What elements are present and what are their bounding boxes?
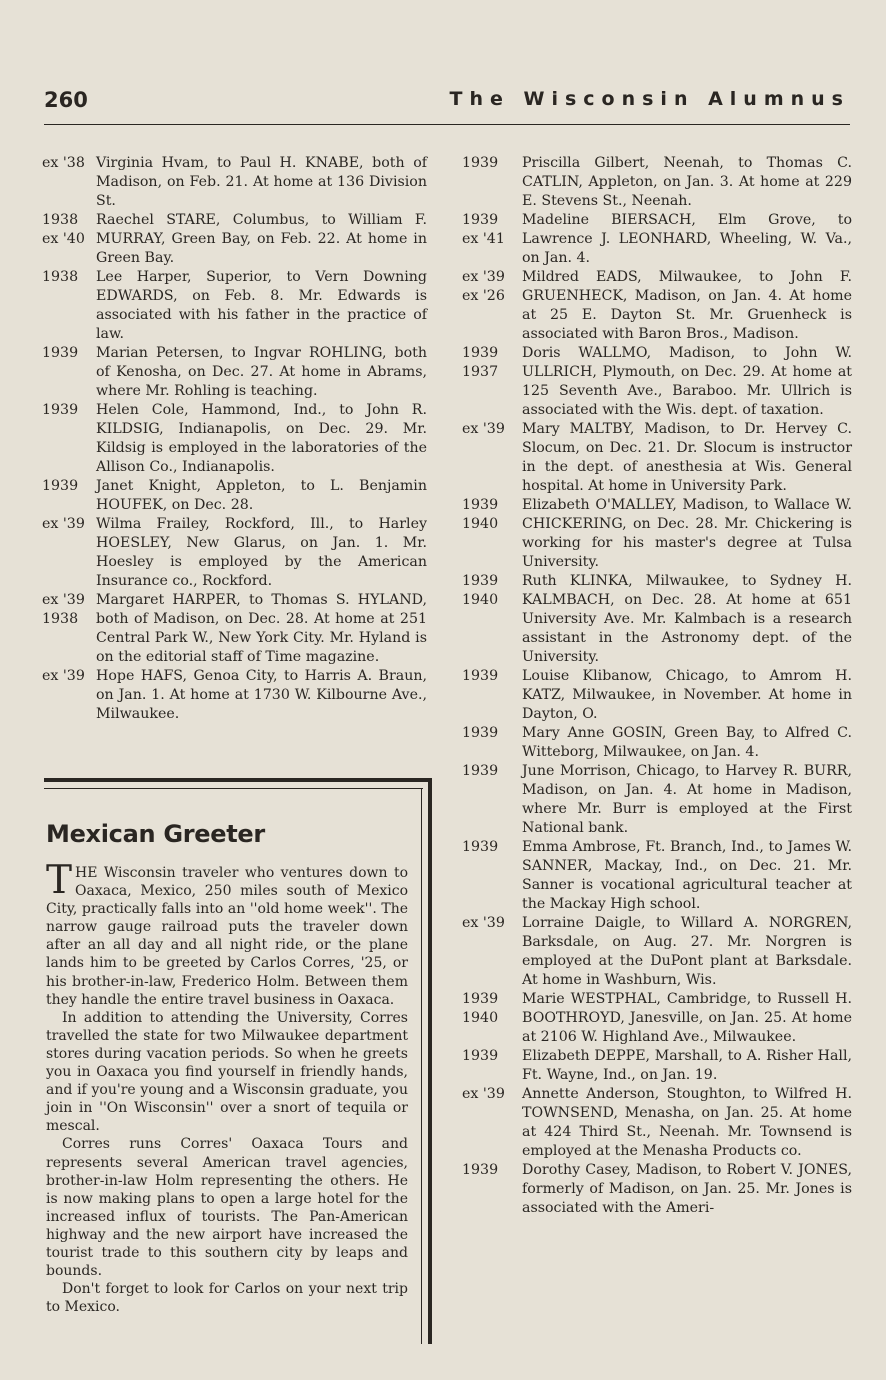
class-year-label: 1939 xyxy=(42,402,79,418)
class-year-label: 1938 xyxy=(42,269,79,285)
announcement-entry xyxy=(462,211,852,268)
announcement-entry xyxy=(42,211,427,268)
feature-paragraph: Don't forget to look for Carlos on your next trip to Mexico. xyxy=(46,1281,408,1316)
feature-paragraph: THE Wisconsin traveler who ventures down to Oaxaca, Mexico, 250 miles south of Mexico City, practically falls into an ''old home week''. The narrow gauge railroad puts the traveler down after an all day and all night ride, or the plane lands him to be greeted by Carlos Corres, '25, or his brother-in-law, Frederico Holm. Between them they handle the entire travel business in Oaxaca. xyxy=(46,858,408,1008)
announcement-text: Mildred EADS, Milwaukee, to John F. GRUENHECK, Madison, on Jan. 4. At home at 25 E. Dayton St. Mr. Gruenheck is associated with Baron Bros., Madison. xyxy=(522,269,852,342)
announcement-text: Emma Ambrose, Ft. Branch, Ind., to James W. SANNER, Mackay, Ind., on Dec. 21. Mr. Sanner is vocational agricultural teacher at the Mackay High school. xyxy=(522,839,852,912)
announcement-text: Annette Anderson, Stoughton, to Wilfred H. TOWNSEND, Menasha, on Jan. 25. At home at 424 Third St., Neenah. Mr. Townsend is employed at the Menasha Products co. xyxy=(522,1086,852,1159)
left-column-announcements xyxy=(42,154,427,724)
class-year-label: 1939 xyxy=(462,497,499,513)
class-year-label: 1939 xyxy=(462,725,499,741)
announcement-entry xyxy=(462,420,852,496)
page-number: 260 xyxy=(44,88,88,112)
announcement-entry xyxy=(42,401,427,477)
announcement-text: Hope HAFS, Genoa City, to Harris A. Braun, on Jan. 1. At home at 1730 W. Kilbourne Ave., Milwaukee. xyxy=(96,668,427,722)
feature-body xyxy=(46,858,408,1316)
announcement-entry xyxy=(42,477,427,515)
announcement-entry xyxy=(462,572,852,667)
class-year-label-secondary: ex '40 xyxy=(42,231,85,247)
feature-box xyxy=(44,778,432,1344)
class-year-label-secondary: 1937 xyxy=(462,364,499,380)
announcement-text: Elizabeth DEPPE, Marshall, to A. Risher Hall, Ft. Wayne, Ind., on Jan. 19. xyxy=(522,1048,852,1083)
class-year-label-secondary: 1938 xyxy=(42,611,79,627)
announcement-text: Dorothy Casey, Madison, to Robert V. JONES, formerly of Madison, on Jan. 25. Mr. Jones is associated with the Ameri- xyxy=(522,1162,852,1216)
header-rule xyxy=(44,124,850,125)
announcement-entry xyxy=(462,724,852,762)
announcement-text: Elizabeth O'MALLEY, Madison, to Wallace W. CHICKERING, on Dec. 28. Mr. Chickering is working for his master's degree at Tulsa University. xyxy=(522,497,852,570)
drop-cap: T xyxy=(46,858,73,903)
announcement-text: Helen Cole, Hammond, Ind., to John R. KILDSIG, Indianapolis, on Dec. 29. Mr. Kildsig is employed in the laboratories of the Allison Co., Indianapolis. xyxy=(96,402,427,475)
box-inner-rule-top xyxy=(44,788,423,789)
right-column-announcements xyxy=(462,154,852,1218)
class-year-label: 1939 xyxy=(462,345,499,361)
announcement-text: Mary Anne GOSIN, Green Bay, to Alfred C. Witteborg, Milwaukee, on Jan. 4. xyxy=(522,725,852,760)
announcement-entry xyxy=(462,344,852,420)
page-header xyxy=(44,86,850,126)
class-year-label: ex '39 xyxy=(462,1086,505,1102)
announcement-entry xyxy=(462,914,852,990)
announcement-entry xyxy=(462,838,852,914)
announcement-text: Mary MALTBY, Madison, to Dr. Hervey C. Slocum, on Dec. 21. Dr. Slocum is instructor in the dept. of anesthesia at Wis. General hospital. At home in University Park. xyxy=(522,421,852,494)
feature-paragraph: In addition to attending the University, Corres travelled the state for two Milwaukee department stores during vacation periods. So when he greets you in Oaxaca you find yourself in friendly hands, and if you're young and a Wisconsin graduate, you join in ''On Wisconsin'' over a snort of tequila or mescal. xyxy=(46,1009,408,1135)
announcement-text: Doris WALLMO, Madison, to John W. ULLRICH, Plymouth, on Dec. 29. At home at 125 Seventh Ave., Baraboo. Mr. Ullrich is associated with the Wis. dept. of taxation. xyxy=(522,345,852,418)
announcement-text: Wilma Frailey, Rockford, Ill., to Harley HOESLEY, New Glarus, on Jan. 1. Mr. Hoesley is employed by the American Insurance co., Rockford. xyxy=(96,516,427,589)
announcement-entry xyxy=(42,268,427,344)
announcement-entry xyxy=(42,515,427,591)
class-year-label: 1939 xyxy=(462,839,499,855)
class-year-label-secondary: 1940 xyxy=(462,516,499,532)
announcement-text: Priscilla Gilbert, Neenah, to Thomas C. CATLIN, Appleton, on Jan. 3. At home at 229 E. Stevens St., Neenah. xyxy=(522,155,852,209)
class-year-label: 1939 xyxy=(462,155,499,171)
class-year-label-secondary: 1940 xyxy=(462,592,499,608)
class-year-label: ex '39 xyxy=(462,915,505,931)
class-year-label: 1939 xyxy=(462,991,499,1007)
announcement-entry xyxy=(42,344,427,401)
class-year-label-secondary: ex '41 xyxy=(462,231,505,247)
class-year-label: ex '39 xyxy=(42,668,85,684)
announcement-text: Raechel STARE, Columbus, to William F. MURRAY, Green Bay, on Feb. 22. At home in Green Bay. xyxy=(96,212,427,266)
announcement-text: Louise Klibanow, Chicago, to Amrom H. KATZ, Milwaukee, in November. At home in Dayton, O. xyxy=(522,668,852,722)
announcement-entry xyxy=(42,154,427,211)
announcement-entry xyxy=(462,990,852,1047)
publication-title: The Wisconsin Alumnus xyxy=(449,88,850,110)
announcement-entry xyxy=(462,1047,852,1085)
announcement-entry xyxy=(462,154,852,211)
announcement-text: Lorraine Daigle, to Willard A. NORGREN, Barksdale, on Aug. 27. Mr. Norgren is employed at the DuPont plant at Barksdale. At home in Washburn, Wis. xyxy=(522,915,852,988)
class-year-label: 1939 xyxy=(462,573,499,589)
class-year-label: ex '39 xyxy=(42,592,85,608)
announcement-text: Virginia Hvam, to Paul H. KNABE, both of Madison, on Feb. 21. At home at 136 Division St. xyxy=(96,155,427,209)
announcement-text: Marie WESTPHAL, Cambridge, to Russell H. BOOTHROYD, Janesville, on Jan. 25. At home at 2106 W. Highland Ave., Milwaukee. xyxy=(522,991,852,1045)
class-year-label: 1939 xyxy=(462,1048,499,1064)
feature-title: Mexican Greeter xyxy=(46,820,265,848)
class-year-label: 1939 xyxy=(42,478,79,494)
class-year-label: 1939 xyxy=(462,1162,499,1178)
class-year-label: ex '39 xyxy=(42,516,85,532)
class-year-label: 1939 xyxy=(42,345,79,361)
announcement-text: Margaret HARPER, to Thomas S. HYLAND, both of Madison, on Dec. 28. At home at 251 Central Park W., New York City. Mr. Hyland is on the editorial staff of Time magazine. xyxy=(96,592,427,665)
announcement-entry xyxy=(462,762,852,838)
announcement-entry xyxy=(462,268,852,344)
announcement-text: Ruth KLINKA, Milwaukee, to Sydney H. KALMBACH, on Dec. 28. At home at 651 University Ave. Mr. Kalmbach is a research assistant in the Astronomy dept. of the University. xyxy=(522,573,852,665)
announcement-text: Madeline BIERSACH, Elm Grove, to Lawrence J. LEONHARD, Wheeling, W. Va., on Jan. 4. xyxy=(522,212,852,266)
class-year-label: ex '39 xyxy=(462,421,505,437)
announcement-entry xyxy=(42,667,427,724)
class-year-label-secondary: ex '26 xyxy=(462,288,505,304)
class-year-label: 1938 xyxy=(42,212,79,228)
announcement-text: Marian Petersen, to Ingvar ROHLING, both of Kenosha, on Dec. 27. At home in Abrams, where Mr. Rohling is teaching. xyxy=(96,345,427,399)
announcement-text: June Morrison, Chicago, to Harvey R. BURR, Madison, on Jan. 4. At home in Madison, where Mr. Burr is employed at the First National bank. xyxy=(522,763,852,836)
announcement-entry xyxy=(462,1161,852,1218)
announcement-text: Lee Harper, Superior, to Vern Downing EDWARDS, on Feb. 8. Mr. Edwards is associated with his father in the practice of law. xyxy=(96,269,427,342)
class-year-label: ex '38 xyxy=(42,155,85,171)
announcement-entry xyxy=(462,1085,852,1161)
class-year-label-secondary: 1940 xyxy=(462,1010,499,1026)
announcement-entry xyxy=(42,591,427,667)
announcement-text: Janet Knight, Appleton, to L. Benjamin HOUFEK, on Dec. 28. xyxy=(96,478,427,513)
class-year-label: 1939 xyxy=(462,763,499,779)
class-year-label: 1939 xyxy=(462,668,499,684)
feature-paragraph: Corres runs Corres' Oaxaca Tours and represents several American travel agencies, brother-in-law Holm representing the others. He is now making plans to open a large hotel for the increased influx of tourists. The Pan-American highway and the new airport have increased the tourist trade to this southern city by leaps and bounds. xyxy=(46,1136,408,1280)
announcement-entry xyxy=(462,667,852,724)
class-year-label: 1939 xyxy=(462,212,499,228)
box-inner-rule-right xyxy=(421,788,422,1344)
class-year-label: ex '39 xyxy=(462,269,505,285)
announcement-entry xyxy=(462,496,852,572)
